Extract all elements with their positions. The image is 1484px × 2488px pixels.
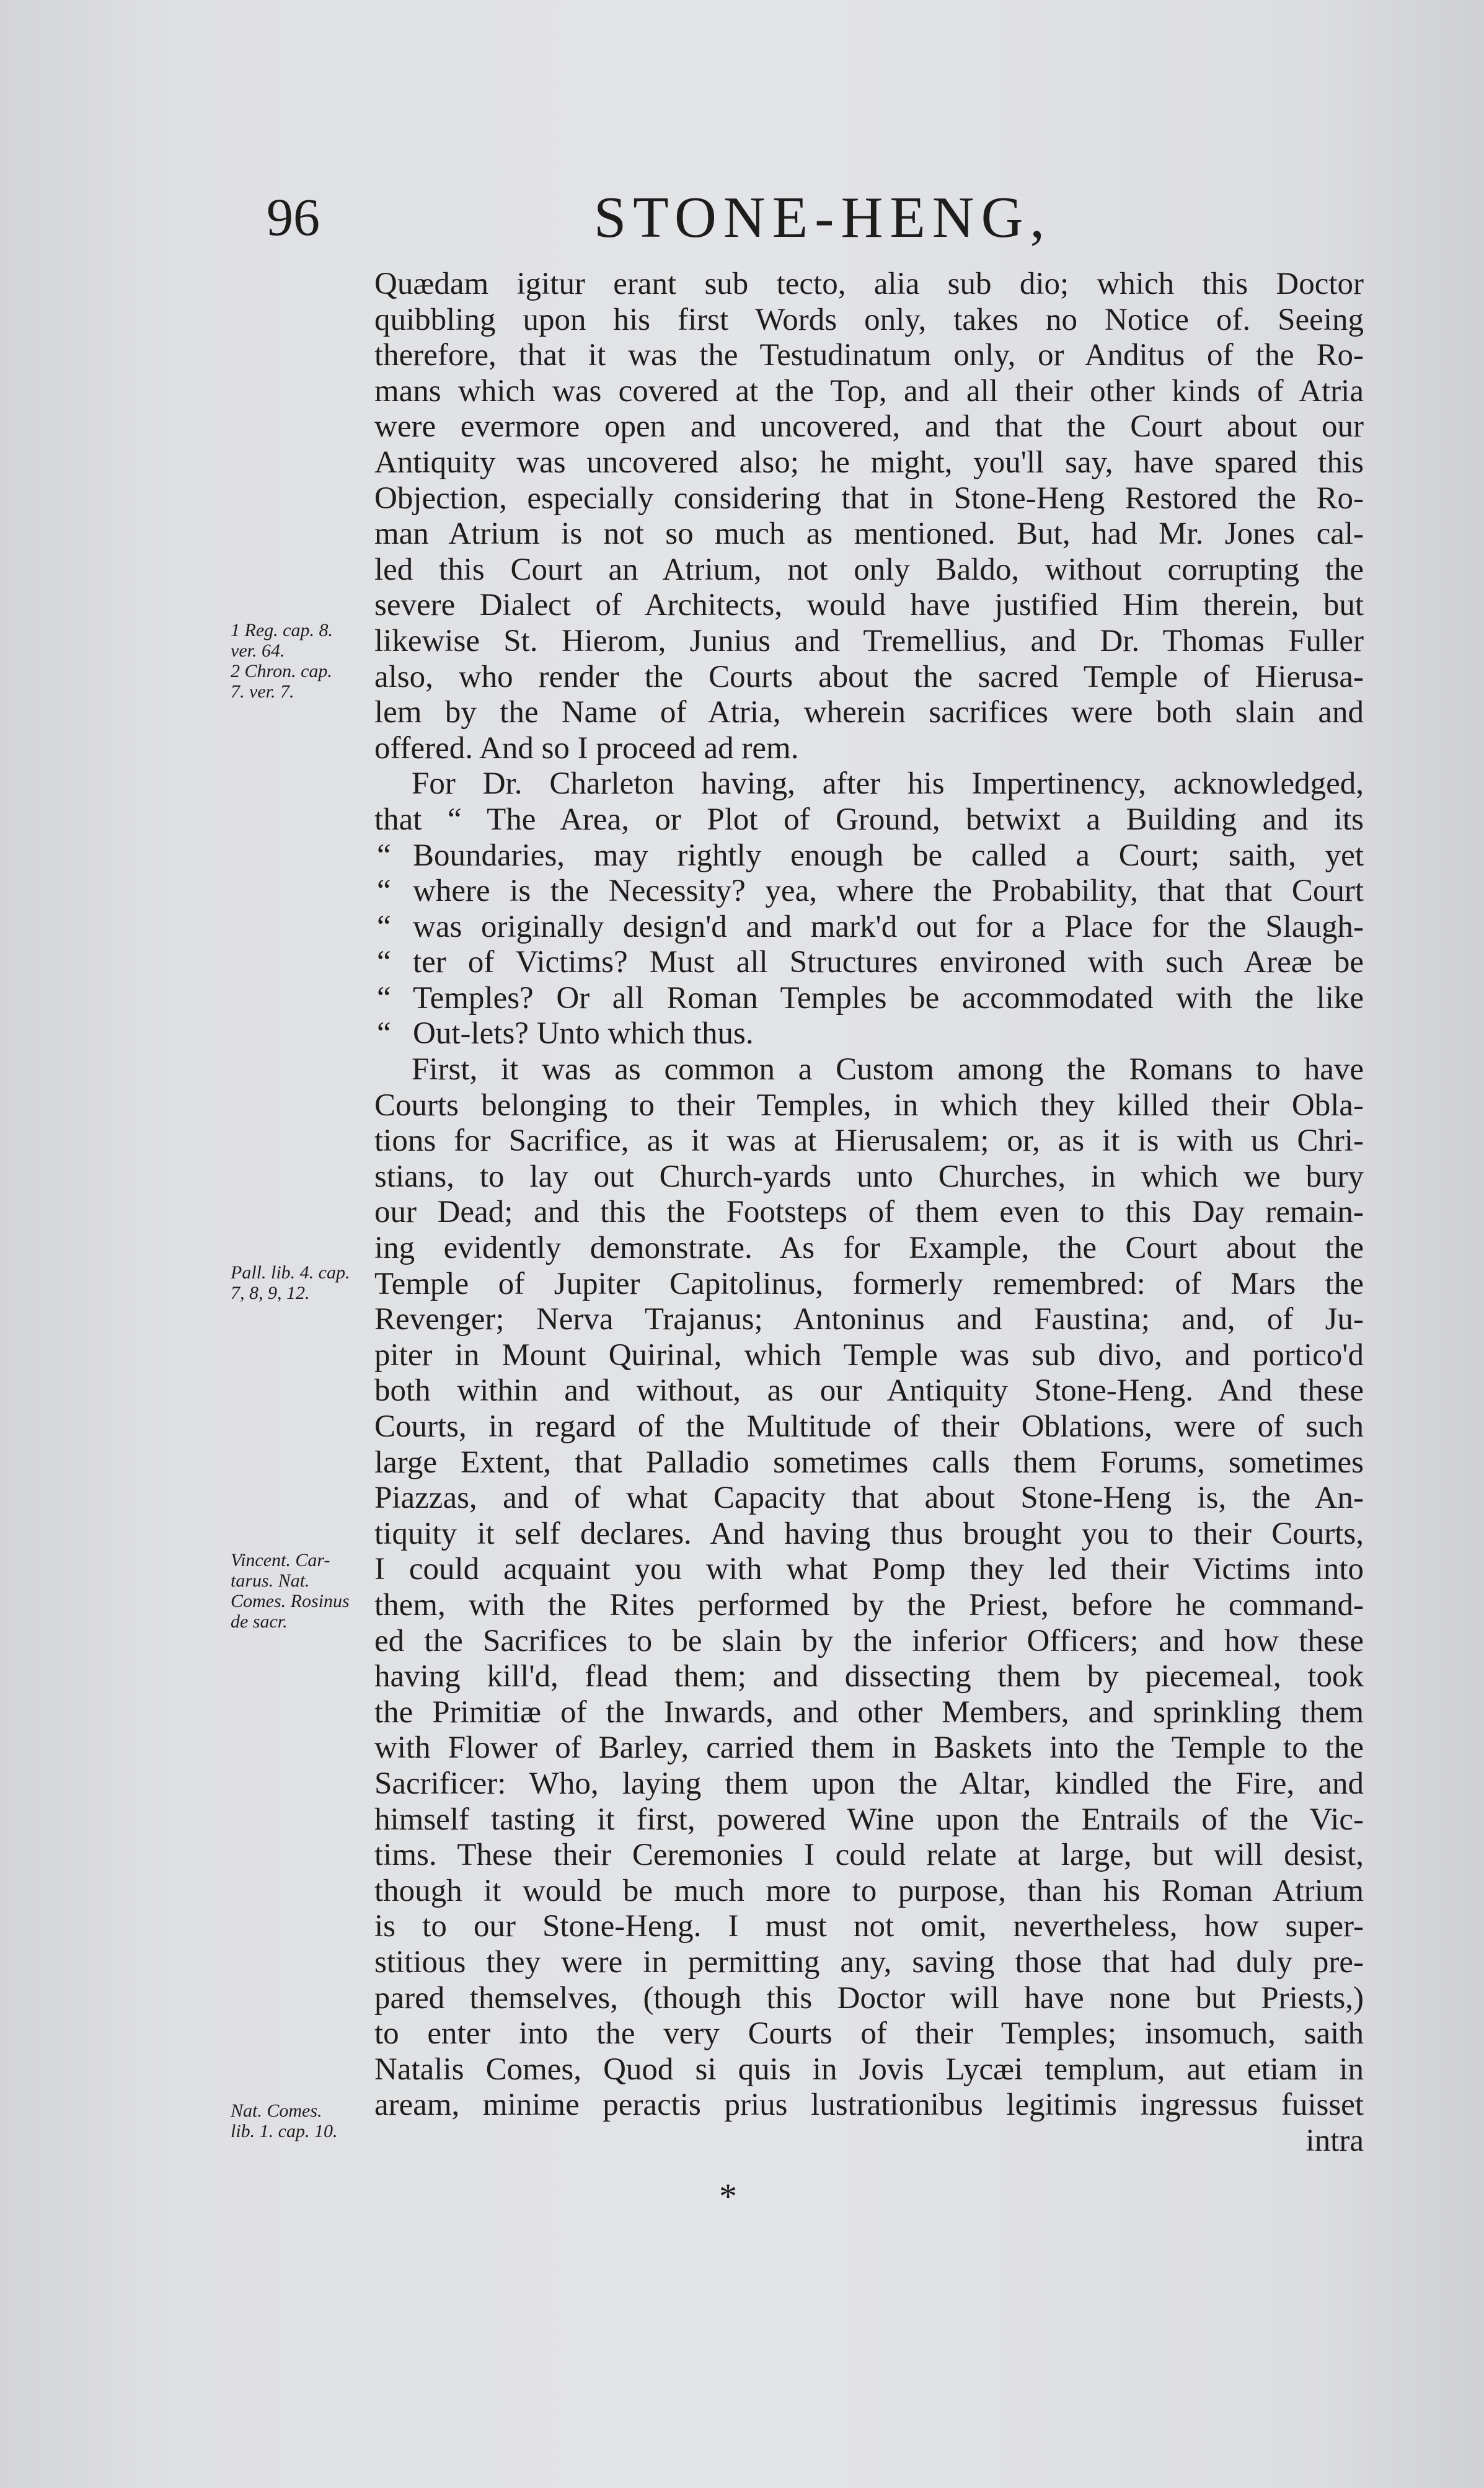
margin-note-natalis [231, 2101, 338, 2141]
text-line: Piazzas, and of what Capacity that about Stone-Heng is, the An- [374, 1481, 1364, 1516]
margin-note-line: Vincent. Car- [231, 1550, 330, 1570]
signature-mark: * [719, 2176, 737, 2216]
margin-note-line: 2 Chron. cap. [231, 661, 332, 681]
text-line: led this Court an Atrium, not only Baldo, without corrupting the [374, 552, 1364, 587]
margin-note-line: 7. ver. 7. [231, 681, 294, 702]
text-line: ed the Sacrifices to be slain by the inferior Officers; and how these [374, 1623, 1364, 1658]
text-line: with Flower of Barley, carried them in Baskets into the Temple to the [374, 1730, 1364, 1766]
text-line: Temple of Jupiter Capitolinus, formerly remembred: of Mars the [374, 1266, 1364, 1301]
quoted-line: “ Temples? Or all Roman Temples be accommodated with the like [374, 981, 1364, 1017]
text-line: though it would be much more to purpose, than his Roman Atrium [374, 1873, 1364, 1908]
text-line: quibbling upon his first Words only, takes no Notice of. Seeing [374, 302, 1364, 337]
text-line: tiquity it self declares. And having thus brought you to their Courts, [374, 1516, 1364, 1551]
text-line: that “ The Area, or Plot of Ground, betwixt a Building and its [374, 802, 1364, 837]
quoted-line: “ Boundaries, may rightly enough be called a Court; saith, yet [374, 838, 1364, 874]
text-line: is to our Stone-Heng. I must not omit, nevertheless, how super- [374, 1909, 1364, 1944]
margin-note-line: de sacr. [231, 1611, 288, 1632]
catchword: intra [1305, 2123, 1364, 2158]
text-line: himself tasting it first, powered Wine upon the Entrails of the Vic- [374, 1802, 1364, 1837]
margin-note-line: Comes. Rosinus [231, 1591, 350, 1611]
body-text [374, 267, 1364, 2159]
text-line: Courts, in regard of the Multitude of their Oblations, were of such [374, 1409, 1364, 1444]
text-line: our Dead; and this the Footsteps of them even to this Day remain- [374, 1195, 1364, 1230]
margin-note-palladio [231, 1262, 350, 1303]
text-line: piter in Mount Quirinal, which Temple was sub divo, and portico'd [374, 1337, 1364, 1373]
quoted-line: “ was originally design'd and mark'd out for a Place for the Slaugh- [374, 910, 1364, 945]
text-line: both within and without, as our Antiquity Stone-Heng. And these [374, 1373, 1364, 1409]
text-line: Objection, especially considering that in Stone-Heng Restored the Ro- [374, 480, 1364, 516]
text-line: For Dr. Charleton having, after his Impertinency, acknowledged, [412, 766, 1364, 802]
text-line: stians, to lay out Church-yards unto Churches, in which we bury [374, 1159, 1364, 1194]
text-line: Antiquity was uncovered also; he might, you'll say, have spared this [374, 445, 1364, 480]
text-line: Quædam igitur erant sub tecto, alia sub dio; which this Doctor [374, 267, 1364, 301]
margin-note-reg-chron [231, 620, 333, 702]
quoted-line: “ Out-lets? Unto which thus. [374, 1016, 1364, 1052]
text-line: I could acquaint you with what Pomp they led their Victims into [374, 1552, 1364, 1587]
text-line: mans which was covered at the Top, and all their other kinds of Atria [374, 373, 1364, 409]
text-line: man Atrium is not so much as mentioned. But, had Mr. Jones cal- [374, 516, 1364, 552]
text-line: offered. And so I proceed ad rem. [374, 730, 799, 766]
text-line: Courts belonging to their Temples, in which they killed their Obla- [374, 1087, 1364, 1123]
margin-note-line: lib. 1. cap. 10. [231, 2121, 338, 2141]
margin-note-line: ver. 64. [231, 640, 285, 661]
text-line: lem by the Name of Atria, wherein sacrifices were both slain and [374, 695, 1364, 730]
text-line: the Primitiæ of the Inwards, and other Members, and sprinkling them [374, 1694, 1364, 1730]
text-line: were evermore open and uncovered, and that the Court about our [374, 409, 1364, 445]
text-line: severe Dialect of Architects, would have justified Him therein, but [374, 588, 1364, 623]
text-line: Revenger; Nerva Trajanus; Antoninus and Faustina; and, of Ju- [374, 1302, 1364, 1337]
margin-note-line: Pall. lib. 4. cap. [231, 1262, 350, 1283]
margin-note-line: 1 Reg. cap. 8. [231, 620, 333, 640]
text-line: pared themselves, (though this Doctor will have none but Priests,) [374, 1980, 1364, 2016]
text-line: also, who render the Courts about the sacred Temple of Hierusa- [374, 659, 1364, 694]
text-line: ing evidently demonstrate. As for Example, the Court about the [374, 1231, 1364, 1266]
text-line: First, it was as common a Custom among the Romans to have [412, 1052, 1364, 1087]
margin-note-line: tarus. Nat. [231, 1570, 310, 1591]
text-line: tims. These their Ceremonies I could relate at large, but will desist, [374, 1838, 1364, 1873]
text-line: Sacrificer: Who, laying them upon the Altar, kindled the Fire, and [374, 1766, 1364, 1801]
quoted-line: “ ter of Victims? Must all Structures environed with such Areæ be [374, 945, 1364, 981]
margin-note-line: Nat. Comes. [231, 2101, 322, 2121]
margin-note-line: 7, 8, 9, 12. [231, 1283, 310, 1303]
page-number: 96 [267, 187, 320, 247]
text-line: stitious they were in permitting any, saving those that had duly pre- [374, 1944, 1364, 1980]
text-line: them, with the Rites performed by the Priest, before he command- [374, 1587, 1364, 1623]
text-line: aream, minime peractis prius lustrationibus legitimis ingressus fuisset [374, 2087, 1364, 2123]
text-line: tions for Sacrifice, as it was at Hierusalem; or, as it is with us Chri- [374, 1123, 1364, 1159]
running-head: STONE-HENG, [594, 185, 1052, 250]
text-line: likewise St. Hierom, Junius and Tremellius, and Dr. Thomas Fuller [374, 623, 1364, 658]
text-line: Natalis Comes, Quod si quis in Jovis Lycæi templum, aut etiam in [374, 2052, 1364, 2087]
text-line: having kill'd, flead them; and dissecting them by piecemeal, took [374, 1659, 1364, 1694]
text-line: therefore, that it was the Testudinatum only, or Anditus of the Ro- [374, 338, 1364, 373]
quoted-line: “ where is the Necessity? yea, where the Probability, that that Court [374, 874, 1364, 910]
text-line: to enter into the very Courts of their Temples; insomuch, saith [374, 2016, 1364, 2052]
text-line: large Extent, that Palladio sometimes calls them Forums, sometimes [374, 1445, 1364, 1480]
margin-note-cartarus [231, 1550, 350, 1632]
